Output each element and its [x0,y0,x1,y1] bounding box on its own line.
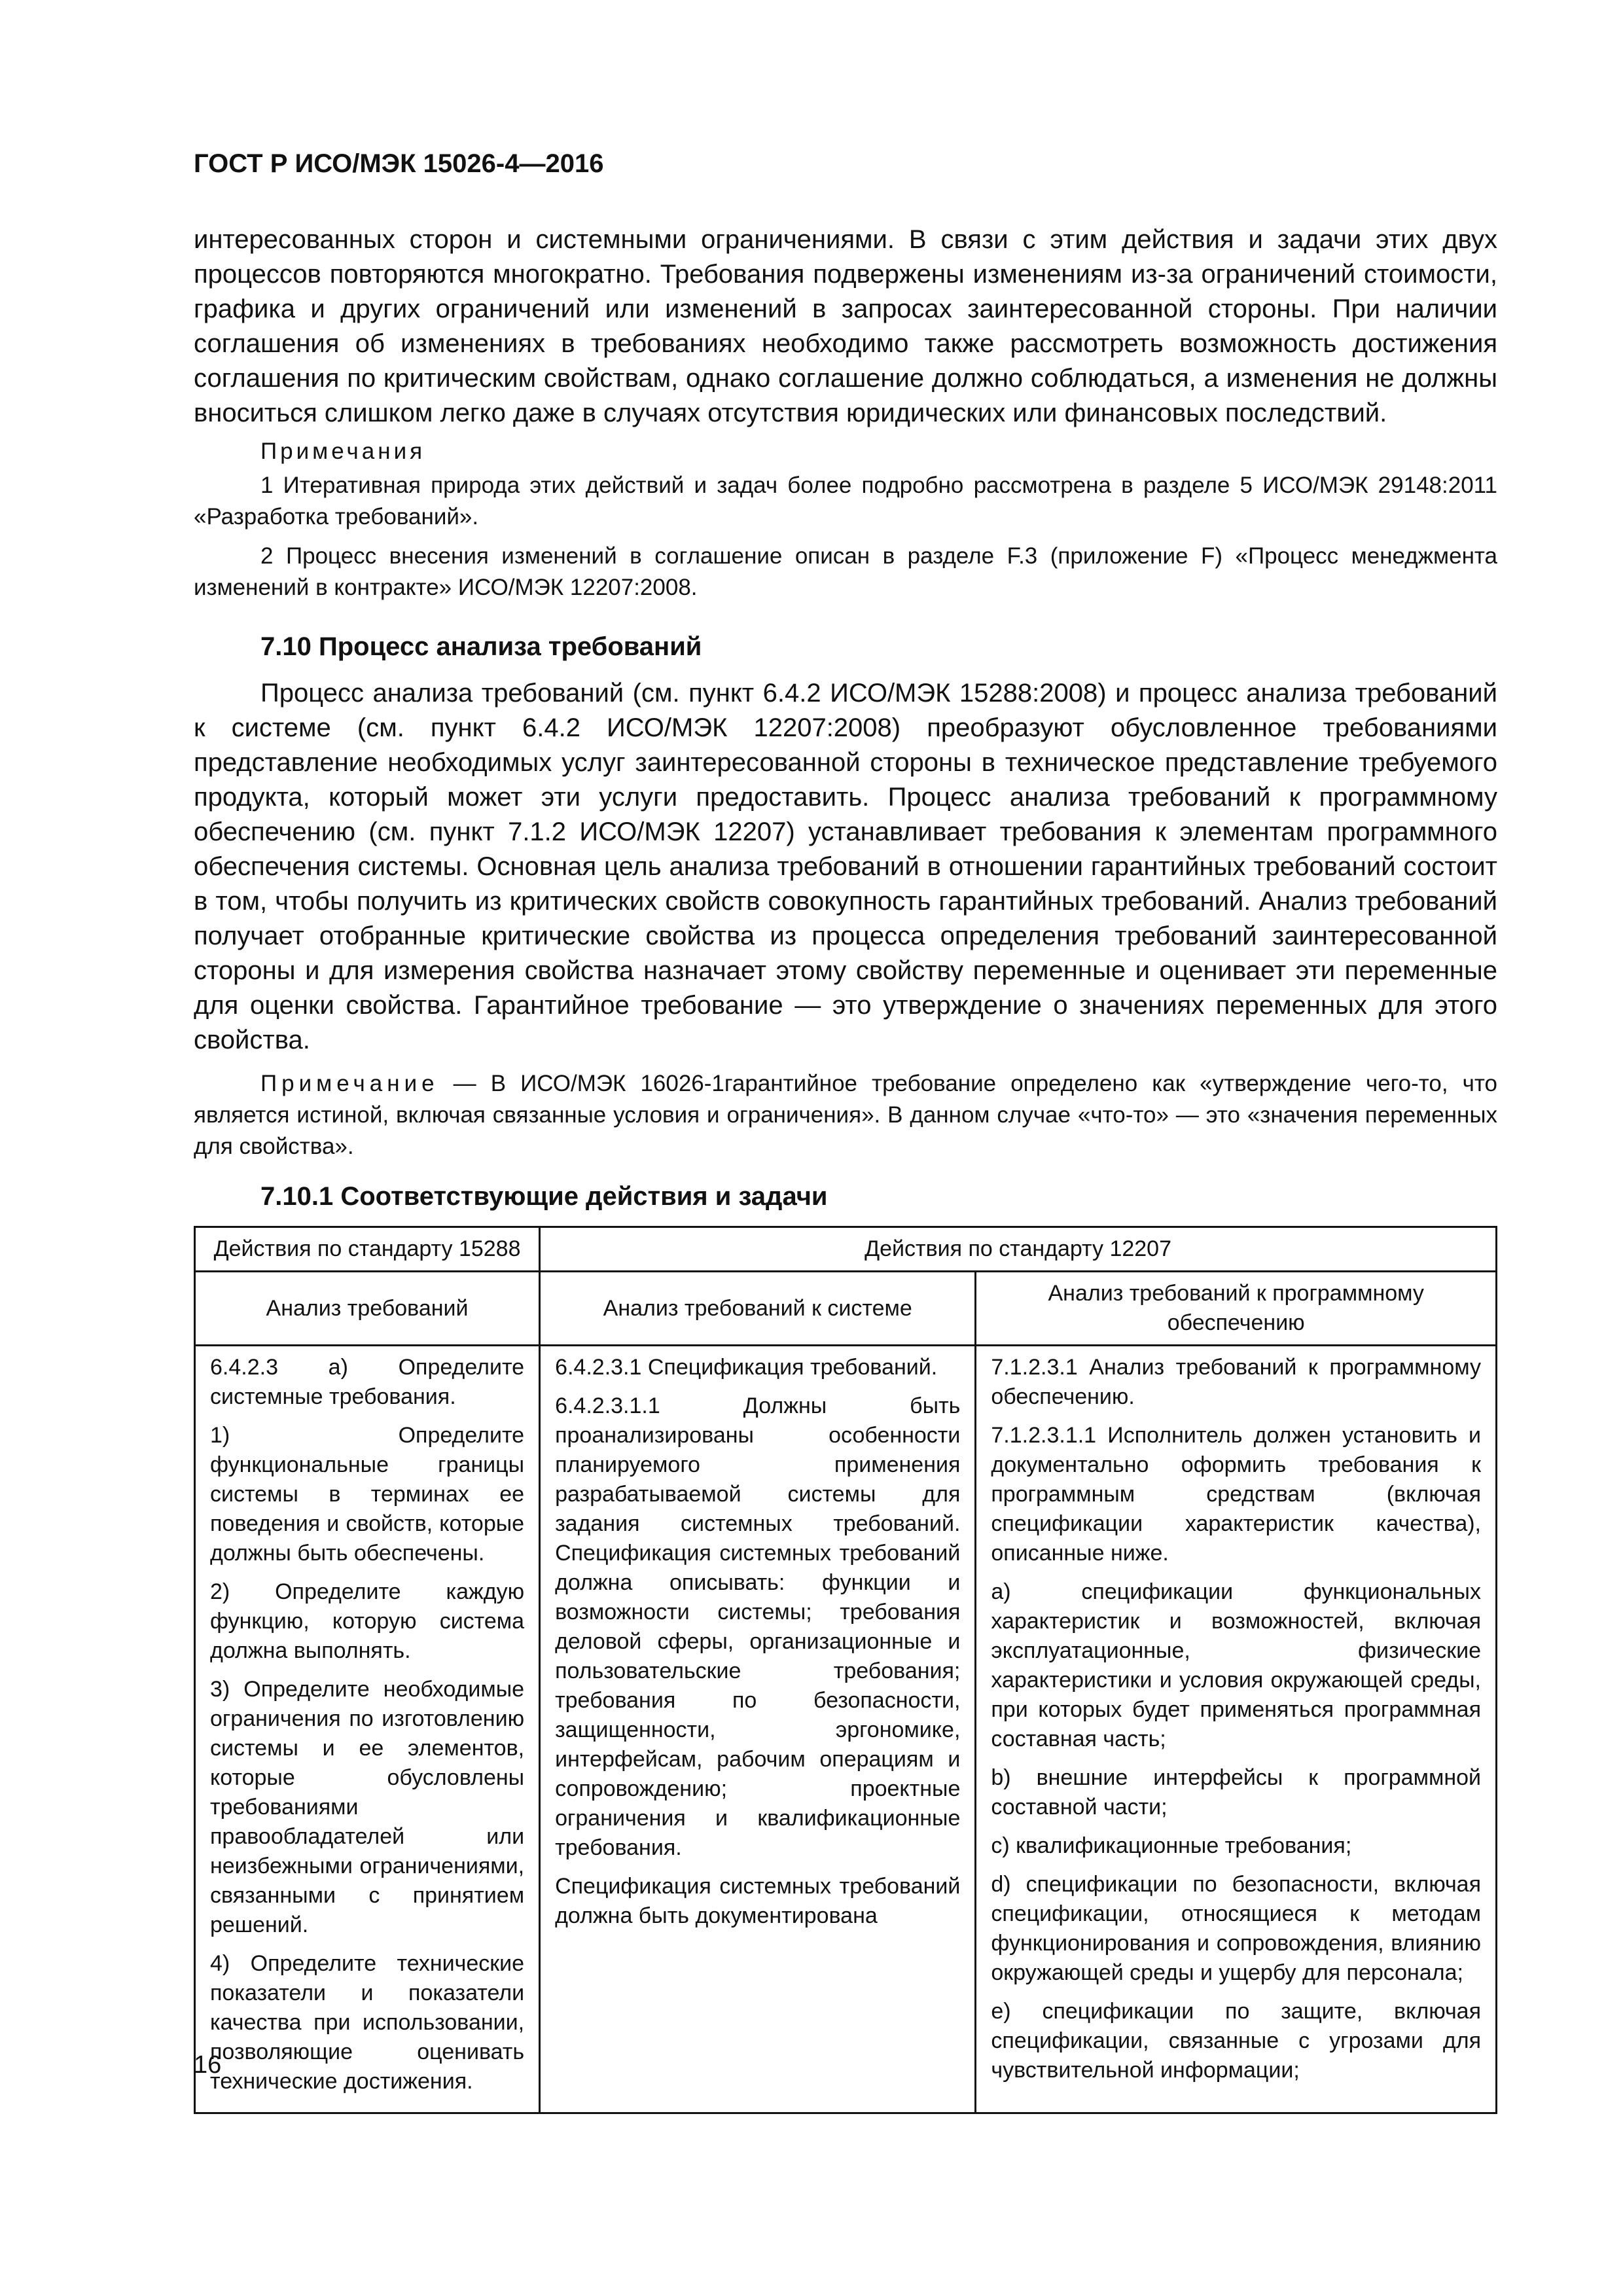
cell-paragraph: 6.4.2.3.1.1 Должны быть проанализированы особенности планируемого применения разрабатываемой системы для задания системных требований. Спецификация системных требований должна описывать: функции и возможности системы; требования деловой сферы, организационные и пользовательские требования; требования по безопасности, защищенности, эргономике, интерфейсам, рабочим операциям и сопровождению; проектные ограничения и квалификационные требования. [555,1393,961,1860]
cell-paragraph: 7.1.2.3.1.1 Исполнитель должен установить и документально оформить требования к программным средствам (включая спецификации характеристик качества), описанные ниже. [991,1423,1481,1566]
table-column-header-row [195,1272,1497,1346]
note-text: — В ИСО/МЭК 16026-1гарантийное требование определено как «утверждение чего-то, что является истиной, включая связанные условия и ограничения». В данном случае «что-то» — это «значения переменных для свойства». [194,1071,1497,1159]
section-7-10-1-heading: 7.10.1 Соответствующие действия и задачи [260,1182,828,1211]
cell-paragraph: d) спецификации по безопасности, включая спецификации, относящиеся к методам функционирования и сопровождения, влиянию окружающей среды и ущербу для персонала; [991,1872,1481,1985]
section-7-10-paragraph: Процесс анализа требований (см. пункт 6.4.2 ИСО/МЭК 15288:2008) и процесс анализа требований к системе (см. пункт 6.4.2 ИСО/МЭК 12207:2008) преобразуют обусловленное требованиями представление необходимых услуг заинтересованной стороны в техническое представление требуемого продукта, который может эти услуги предоставить. Процесс анализа требований к программному обеспечению (см. пункт 7.1.2 ИСО/МЭК 12207) устанавливает требования к элементам программного обеспечения системы. Основная цель анализа требований в отношении гарантийных требований состоит в том, чтобы получить из критических свойств совокупность гарантийных требований. Анализ требований получает отобранные критические свойства из процесса определения требований заинтересованной стороны и для измерения свойства назначает этому свойству переменные и оценивает эти переменные для оценки свойства. Гарантийное требование — это утверждение о значениях переменных для этого свойства. [194,679,1497,1054]
cell-paragraph: е) спецификации по защите, включая спецификации, связанные с угрозами для чувствительной информации; [991,1999,1481,2083]
activities-table [194,1226,1497,2114]
cell-paragraph: с) квалификационные требования; [991,1833,1352,1858]
table-group-header-row [195,1227,1497,1272]
section-7-10-heading: 7.10 Процесс анализа требований [260,632,702,661]
header-15288: Действия по стандарту 15288 [195,1227,540,1272]
header-col-1: Анализ требований [195,1272,540,1346]
cell-paragraph: 6.4.2.3.1 Спецификация требований. [555,1355,938,1380]
cell-paragraph: 2) Определите каждую функцию, которую система должна выполнять. [210,1579,525,1663]
cell-paragraph: Спецификация системных требований должна быть документирована [555,1874,961,1928]
cell-paragraph: 4) Определите технические показатели и показатели качества при использовании, позволяющие оценивать технические достижения. [210,1951,525,2094]
section-7-10-note [194,1068,1497,1162]
cell-paragraph: а) спецификации функциональных характеристик и возможностей, включая эксплуатационные, физические характеристики и условия окружающей среды, при которых будет применяться программная составная часть; [991,1579,1481,1751]
header-col-2: Анализ требований к системе [540,1272,976,1346]
cell-paragraph: 7.1.2.3.1 Анализ требований к программному обеспечению. [991,1355,1481,1409]
table-row [195,1346,1497,2113]
document-header: ГОСТ Р ИСО/МЭК 15026-4—2016 [194,149,604,178]
cell-paragraph: 1) Определите функциональные границы системы в терминах ее поведения и свойств, которые должны быть обеспечены. [210,1423,525,1566]
notes-heading: Примечания [260,439,426,464]
cell-paragraph: b) внешние интерфейсы к программной составной части; [991,1765,1481,1820]
header-12207: Действия по стандарту 12207 [540,1227,1497,1272]
cell-paragraph: 6.4.2.3 а) Определите системные требования. [210,1355,525,1409]
note-1: 1 Итеративная природа этих действий и задач более подробно рассмотрена в разделе 5 ИСО/МЭК 29148:2011 «Разработка требований». [194,473,1497,529]
page-body [194,223,1497,2114]
cell-12207-system [540,1346,976,2113]
cell-12207-software [976,1346,1497,2113]
note-label: Примечание [260,1071,439,1096]
cell-paragraph: 3) Определите необходимые ограничения по изготовлению системы и ее элементов, которые обусловлены требованиями правообладателей или неизбежными ограничениями, связанными с принятием решений. [210,1677,525,1937]
cell-15288 [195,1346,540,2113]
page-number: 16 [194,2051,222,2079]
header-col-3: Анализ требований к программному обеспечению [976,1272,1497,1346]
intro-paragraph: интересованных сторон и системными ограничениями. В связи с этим действия и задачи этих двух процессов повторяются многократно. Требования подвержены изменениям из-за ограничений стоимости, графика и других ограничений или изменений в запросах заинтересованной стороны. При наличии соглашения об изменениях в требованиях необходимо также рассмотреть возможность достижения соглашения по критическим свойствам, однако соглашение должно соблюдаться, а изменения не должны вноситься слишком легко даже в случаях отсутствия юридических или финансовых последствий. [194,225,1497,427]
note-2: 2 Процесс внесения изменений в соглашение описан в разделе F.3 (приложение F) «Процесс менеджмента изменений в контракте» ИСО/МЭК 12207:2008. [194,543,1497,600]
